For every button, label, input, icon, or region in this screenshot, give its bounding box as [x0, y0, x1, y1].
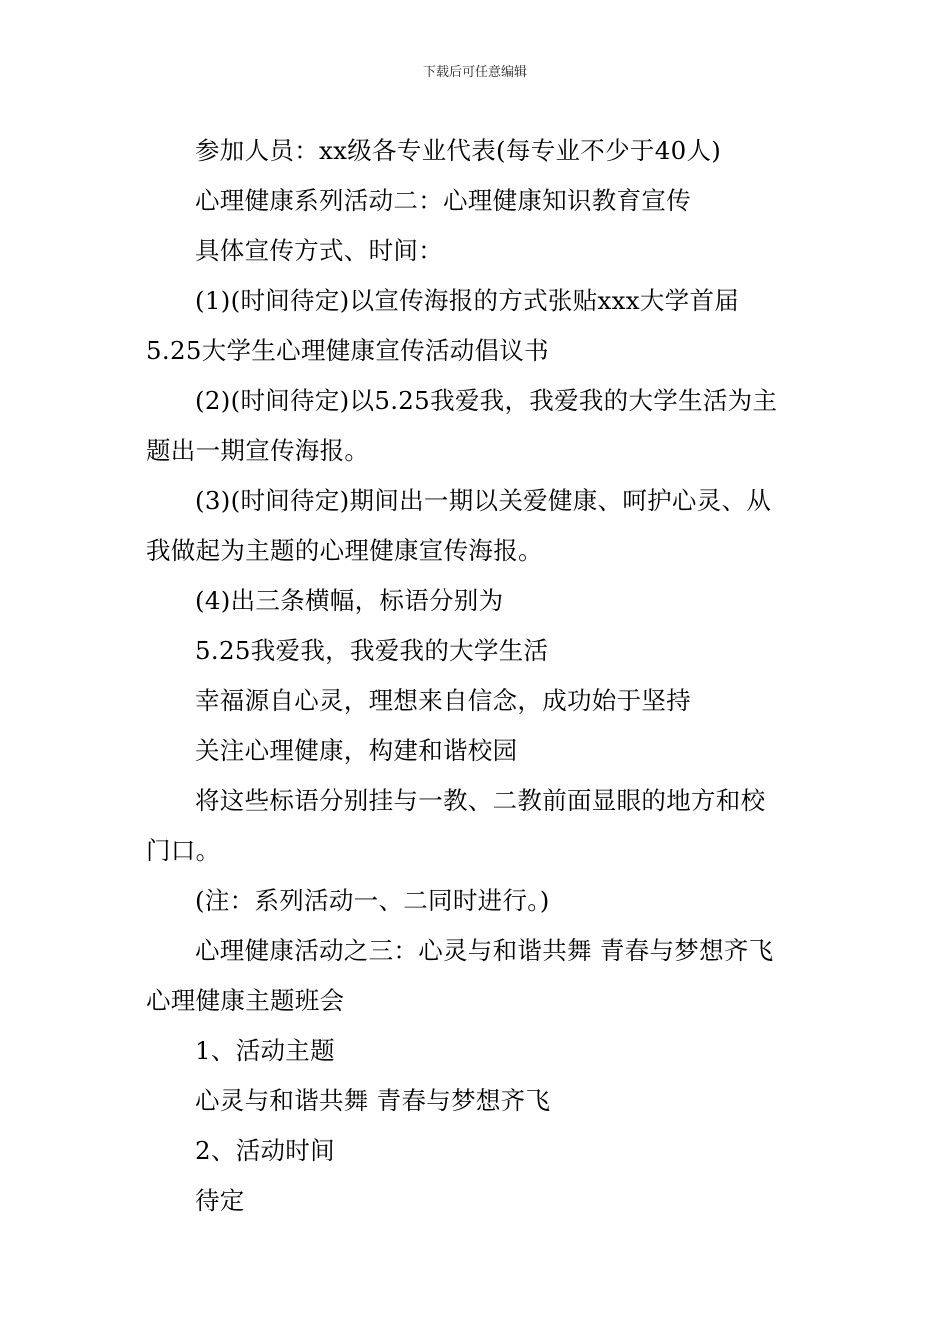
page-header-note: 下载后可任意编辑: [422, 65, 527, 80]
note-line: (注：系列活动一、二同时进行。): [195, 886, 550, 915]
section-heading: 心理健康活动之三：心灵与和谐共舞 青春与梦想齐飞: [195, 936, 774, 965]
paragraph-continuation: 门口。: [146, 836, 221, 865]
list-item-continuation: 题出一期宣传海报。: [146, 436, 370, 465]
subsection-heading: 1、活动主题: [195, 1036, 335, 1065]
paragraph-line: 具体宣传方式、时间：: [195, 236, 443, 265]
list-item: (3)(时间待定)期间出一期以关爱健康、呵护心灵、从: [195, 486, 772, 515]
list-item: (4)出三条横幅，标语分别为: [195, 586, 504, 615]
document-body: [146, 126, 808, 1226]
list-item: (1)(时间待定)以宣传海报的方式张贴xxx大学首届: [195, 286, 740, 315]
list-item-continuation: 我做起为主题的心理健康宣传海报。: [146, 536, 543, 565]
paragraph-line: 参加人员：xx级各专业代表(每专业不少于40人): [195, 136, 722, 165]
slogan-line: 幸福源自心灵，理想来自信念，成功始于坚持: [195, 686, 691, 715]
section-heading: 心理健康系列活动二：心理健康知识教育宣传: [195, 186, 691, 215]
paragraph-line: 待定: [195, 1186, 245, 1215]
list-item: (2)(时间待定)以5.25我爱我，我爱我的大学生活为主: [195, 386, 778, 415]
slogan-line: 关注心理健康，构建和谐校园: [195, 736, 518, 765]
paragraph-line: 将这些标语分别挂与一教、二教前面显眼的地方和校: [195, 786, 766, 815]
list-item-continuation: 5.25大学生心理健康宣传活动倡议书: [146, 336, 549, 365]
slogan-line: 5.25我爱我，我爱我的大学生活: [195, 636, 549, 665]
subsection-heading: 2、活动时间: [195, 1136, 335, 1165]
section-heading-continuation: 心理健康主题班会: [146, 986, 345, 1015]
paragraph-line: 心灵与和谐共舞 青春与梦想齐飞: [195, 1086, 551, 1115]
